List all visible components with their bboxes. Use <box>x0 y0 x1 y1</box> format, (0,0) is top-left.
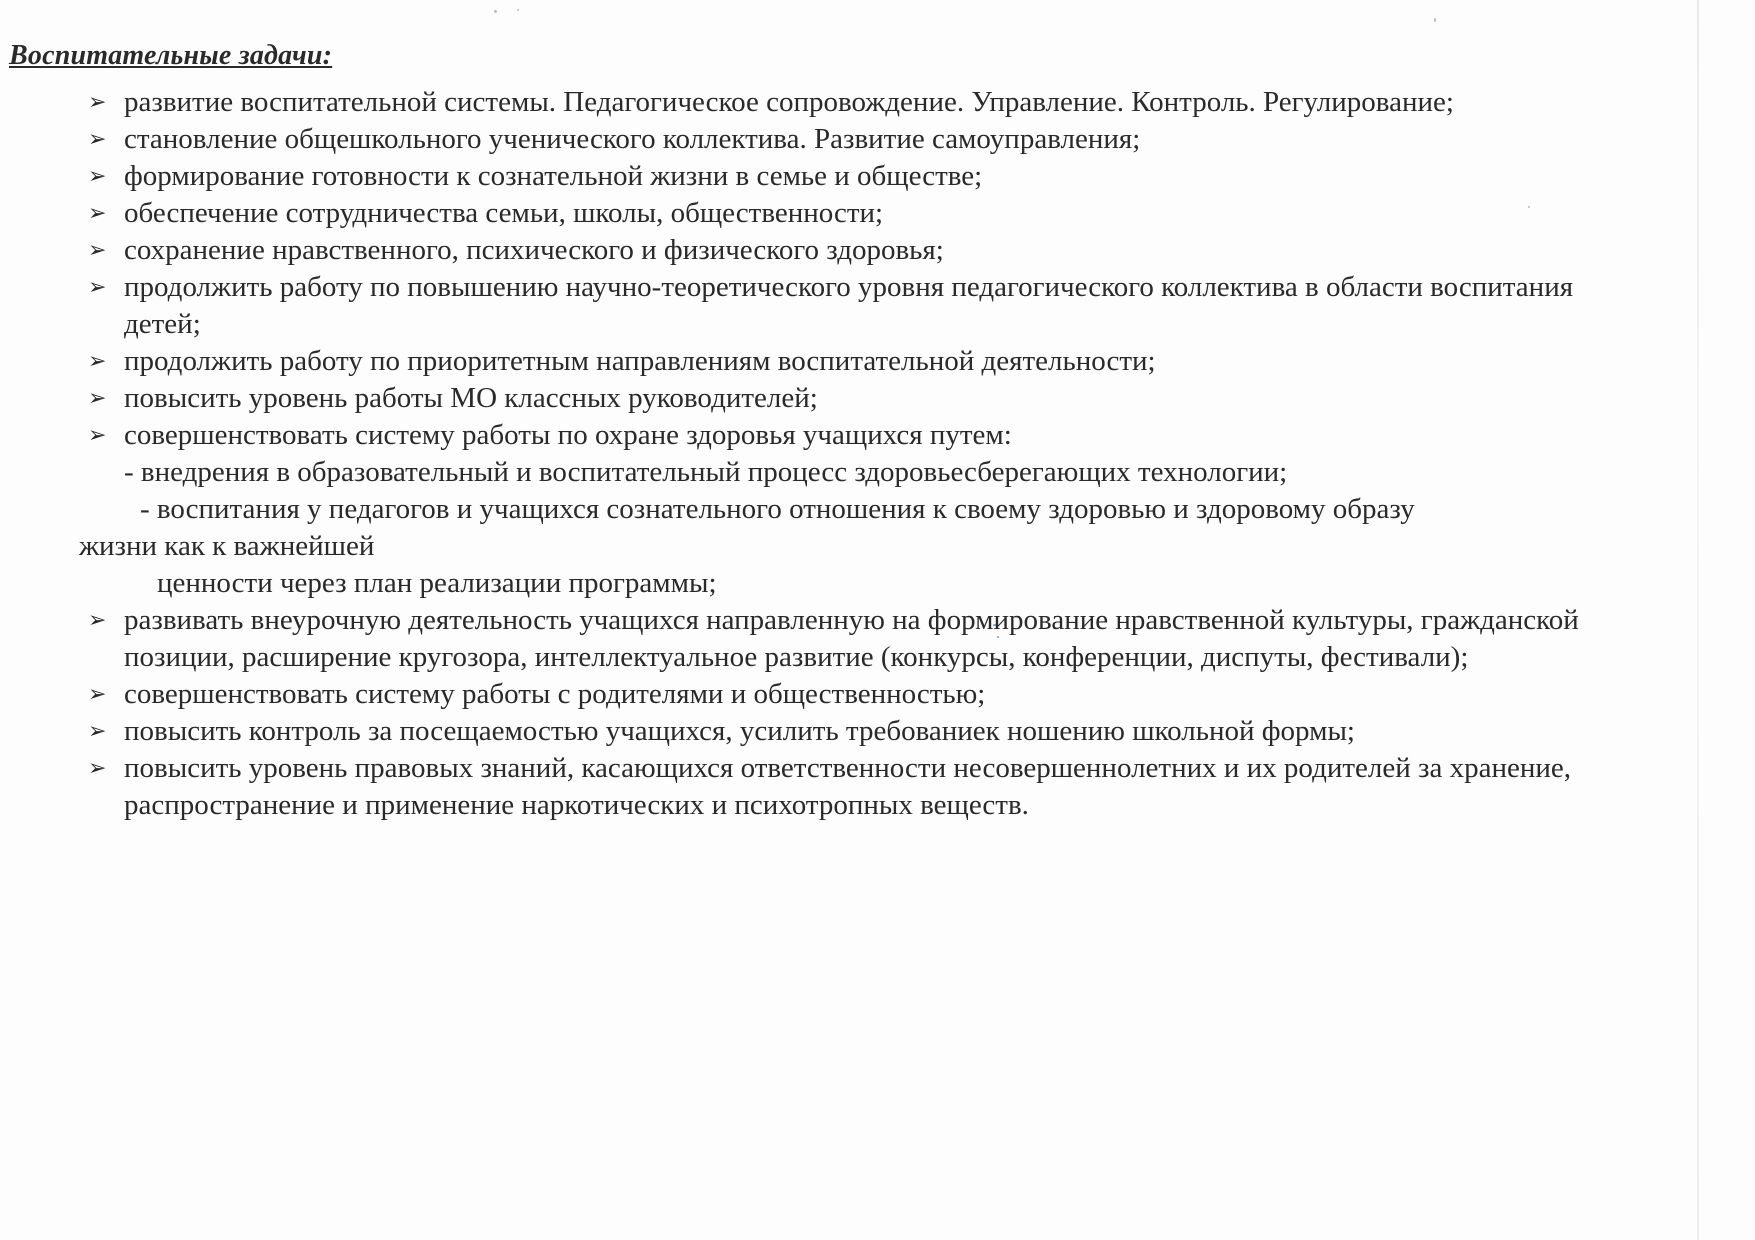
arrow-bullet-icon: ➢ <box>88 349 107 374</box>
list-item <box>0 602 1755 676</box>
list-item-text: развивать внеурочную деятельность учащихся направленную на формирование нравственной культуры, гражданской позиции, расширение кругозора, интеллектуальное развитие (конкурсы, конференции, диспуты, фестивали); <box>124 604 1579 673</box>
document-heading: Воспитательные задачи: <box>9 40 333 71</box>
list-item-text: сохранение нравственного, психического и физического здоровья; <box>124 234 944 266</box>
list-item-text: развитие воспитательной системы. Педагогическое сопровождение. Управление. Контроль. Регулирование; <box>124 86 1454 118</box>
scan-speck <box>517 9 519 11</box>
list-item <box>0 750 1755 824</box>
list-item <box>0 158 1755 195</box>
list-item-text: становление общешкольного ученического коллектива. Развитие самоуправления; <box>124 123 1141 155</box>
arrow-bullet-icon: ➢ <box>88 386 107 411</box>
list-item <box>0 84 1755 121</box>
sub-line: - внедрения в образовательный и воспитательный процесс здоровьесберегающих технологии; <box>124 456 1288 488</box>
sub-line: ценности через план реализации программы; <box>157 567 717 599</box>
list-item <box>0 343 1755 380</box>
arrow-bullet-icon: ➢ <box>88 275 107 300</box>
list-item <box>0 676 1755 713</box>
arrow-bullet-icon: ➢ <box>88 608 107 633</box>
list-item-text: совершенствовать систему работы по охране здоровья учащихся путем: <box>124 419 1012 451</box>
list-item-text: продолжить работу по повышению научно-теоретического уровня педагогического коллектива в области воспитания детей; <box>124 271 1574 340</box>
scan-speck <box>1434 18 1436 22</box>
list-item-text: совершенствовать систему работы с родителями и общественностью; <box>124 678 986 710</box>
list-item <box>0 713 1755 750</box>
list-item-text: повысить уровень работы МО классных руководителей; <box>124 382 818 414</box>
list-item <box>0 232 1755 269</box>
arrow-bullet-icon: ➢ <box>88 90 107 115</box>
list-item <box>0 269 1755 343</box>
list-item <box>0 121 1755 158</box>
arrow-bullet-icon: ➢ <box>88 423 107 448</box>
arrow-bullet-icon: ➢ <box>88 201 107 226</box>
list-item <box>0 417 1755 454</box>
arrow-bullet-icon: ➢ <box>88 719 107 744</box>
list-item <box>0 380 1755 417</box>
arrow-bullet-icon: ➢ <box>88 682 107 707</box>
tasks-list <box>0 84 1755 824</box>
list-item-text: повысить контроль за посещаемостью учащихся, усилить требованиек ношению школьной формы; <box>124 715 1355 747</box>
sub-line: - воспитания у педагогов и учащихся сознательного отношения к своему здоровью и здоровому образу <box>140 493 1415 525</box>
list-item-text: повысить уровень правовых знаний, касающихся ответственности несовершеннолетних и их родителей за хранение, распространение и применение наркотических и психотропных веществ. <box>124 752 1572 821</box>
arrow-bullet-icon: ➢ <box>88 164 107 189</box>
list-item-text: обеспечение сотрудничества семьи, школы, общественности; <box>124 197 884 229</box>
list-item-text: формирование готовности к сознательной жизни в семье и обществе; <box>124 160 983 192</box>
arrow-bullet-icon: ➢ <box>88 127 107 152</box>
arrow-bullet-icon: ➢ <box>88 756 107 781</box>
sub-line: жизни как к важнейшей <box>79 530 375 562</box>
list-item-text: продолжить работу по приоритетным направлениям воспитательной деятельности; <box>124 345 1156 377</box>
scan-speck <box>494 10 497 13</box>
list-item <box>0 195 1755 232</box>
arrow-bullet-icon: ➢ <box>88 238 107 263</box>
